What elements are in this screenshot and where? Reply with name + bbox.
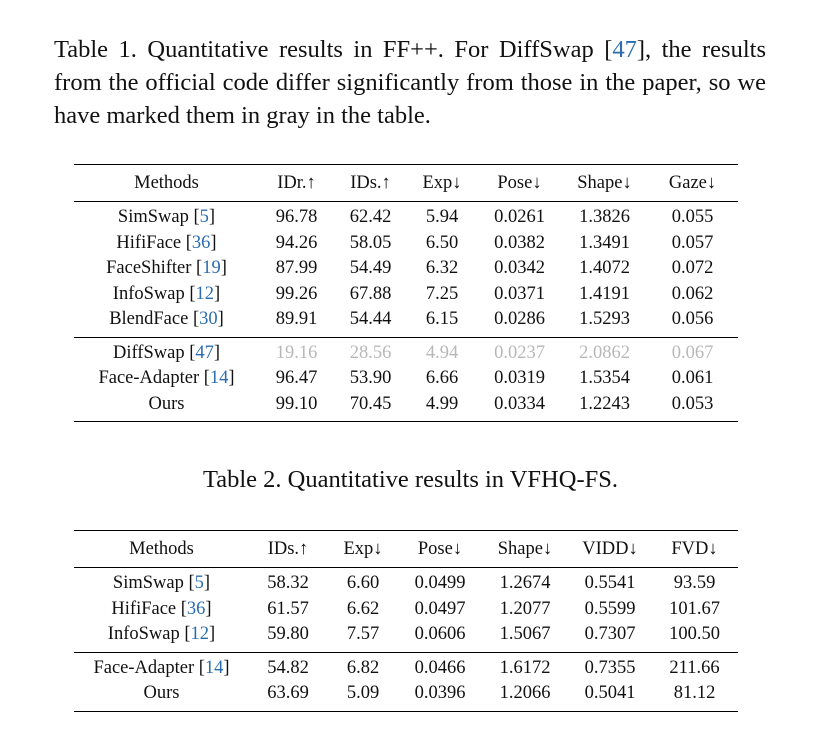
cell-fvd: 100.50 — [669, 624, 720, 645]
cell-ids: 58.32 — [249, 568, 327, 597]
cell-shape: 1.2077 — [499, 598, 551, 619]
cell-ids: 62.42 — [334, 202, 407, 231]
cell-idr: 89.91 — [275, 309, 318, 330]
cell-shape: 1.3491 — [579, 232, 630, 253]
cell-exp: 6.66 — [425, 368, 459, 389]
cell-exp: 6.82 — [327, 652, 399, 681]
cell-exp: 7.57 — [346, 624, 380, 645]
table-row — [74, 652, 738, 681]
cell-exp: 6.32 — [425, 258, 459, 279]
method-name: InfoSwap [12] — [107, 624, 216, 645]
cell-fvd: 101.67 — [669, 598, 720, 619]
cell-pose: 0.0499 — [399, 568, 481, 597]
cell-gaze: 0.057 — [671, 232, 714, 253]
method-name: InfoSwap [12] — [112, 283, 221, 304]
column-header: VIDD↓ — [569, 531, 651, 568]
cell-vidd: 0.5599 — [584, 598, 636, 619]
cell-pose: 0.0261 — [477, 202, 562, 231]
column-header: Exp↓ — [327, 531, 399, 568]
cell-exp: 4.99 — [407, 392, 477, 422]
table-row — [74, 231, 738, 257]
method-name: SimSwap [5] — [74, 568, 249, 597]
method-name: HifiFace [36] — [116, 232, 217, 253]
cell-ids: 58.05 — [349, 232, 392, 253]
method-name: Face-Adapter [14] — [74, 652, 249, 681]
cell-exp: 4.94 — [407, 337, 477, 366]
cell-idr: 19.16 — [259, 337, 334, 366]
table-row — [74, 307, 738, 337]
table1-caption — [54, 33, 766, 132]
table-row — [74, 597, 738, 623]
column-header: Methods — [74, 165, 259, 202]
cell-gaze: 0.053 — [647, 392, 738, 422]
cell-idr: 94.26 — [275, 232, 318, 253]
cell-exp: 6.50 — [425, 232, 459, 253]
table2-caption: Table 2. Quantitative results in VFHQ-FS. — [203, 466, 618, 493]
method-name: DiffSwap [47] — [74, 337, 259, 366]
cell-pose: 0.0606 — [414, 624, 466, 645]
column-header: Pose↓ — [399, 531, 481, 568]
cell-vidd: 0.7307 — [584, 624, 636, 645]
cell-shape: 1.5293 — [579, 309, 630, 330]
column-header: Methods — [74, 531, 249, 568]
cell-shape: 1.2674 — [481, 568, 569, 597]
column-header: FVD↓ — [651, 531, 738, 568]
cell-shape: 1.3826 — [562, 202, 647, 231]
cell-shape: 1.2066 — [481, 681, 569, 711]
table-row — [74, 568, 738, 597]
method-name: Ours — [74, 681, 249, 711]
cell-exp: 6.62 — [346, 598, 380, 619]
cell-pose: 0.0371 — [494, 283, 545, 304]
cell-gaze: 0.062 — [671, 283, 714, 304]
citation-link[interactable]: 14 — [204, 657, 224, 678]
cell-shape: 1.2243 — [562, 392, 647, 422]
table-row — [74, 681, 738, 711]
cell-shape: 1.4191 — [579, 283, 630, 304]
table-row — [74, 392, 738, 422]
cell-pose: 0.0319 — [494, 368, 545, 389]
cell-ids: 67.88 — [349, 283, 392, 304]
method-name: BlendFace [30] — [109, 309, 224, 330]
citation-link[interactable]: 5 — [194, 573, 204, 594]
cell-gaze: 0.061 — [671, 368, 714, 389]
cell-exp: 7.25 — [425, 283, 459, 304]
table2 — [74, 530, 738, 712]
table-row — [74, 366, 738, 392]
table-row — [74, 202, 738, 231]
table-row — [74, 282, 738, 308]
cell-shape: 1.4072 — [579, 258, 630, 279]
cell-shape: 1.5354 — [579, 368, 630, 389]
cell-ids: 54.82 — [249, 652, 327, 681]
column-header: Gaze↓ — [647, 165, 738, 202]
table-row — [74, 337, 738, 366]
citation-link[interactable]: 47 — [195, 342, 214, 363]
table-row — [74, 622, 738, 652]
cell-exp: 5.09 — [327, 681, 399, 711]
method-name: HifiFace [36] — [111, 598, 212, 619]
citation-link[interactable]: 14 — [209, 368, 229, 389]
cell-vidd: 0.5541 — [569, 568, 651, 597]
method-name: FaceShifter [19] — [106, 258, 227, 279]
cell-gaze: 0.072 — [671, 258, 714, 279]
cell-gaze: 0.055 — [647, 202, 738, 231]
cell-idr: 99.10 — [259, 392, 334, 422]
citation-link[interactable]: 36 — [191, 232, 211, 253]
cell-ids: 53.90 — [349, 368, 392, 389]
cell-pose: 0.0334 — [477, 392, 562, 422]
cell-shape: 2.0862 — [562, 337, 647, 366]
cell-idr: 99.26 — [275, 283, 318, 304]
citation-link[interactable]: 12 — [190, 624, 210, 645]
cell-gaze: 0.067 — [647, 337, 738, 366]
cell-fvd: 211.66 — [651, 652, 738, 681]
cell-shape: 1.5067 — [499, 624, 551, 645]
cell-ids: 54.49 — [349, 258, 392, 279]
cell-exp: 5.94 — [407, 202, 477, 231]
method-name: Ours — [74, 392, 259, 422]
cell-ids: 70.45 — [334, 392, 407, 422]
method-name: SimSwap [5] — [74, 202, 259, 231]
caption1-prefix: Table 1. Quantitative results in FF++. For DiffSwap [ — [54, 36, 613, 63]
cell-pose: 0.0237 — [477, 337, 562, 366]
method-name: Face-Adapter [14] — [98, 368, 235, 389]
cell-vidd: 0.5041 — [569, 681, 651, 711]
citation-link[interactable]: 12 — [195, 283, 215, 304]
cell-pose: 0.0497 — [414, 598, 466, 619]
cell-pose: 0.0342 — [494, 258, 545, 279]
citation-link[interactable]: 47 — [612, 36, 637, 63]
citation-link[interactable]: 30 — [199, 309, 218, 330]
cell-ids: 61.57 — [267, 598, 309, 619]
column-header: Shape↓ — [562, 165, 647, 202]
cell-ids: 54.44 — [349, 309, 392, 330]
cell-fvd: 81.12 — [651, 681, 738, 711]
cell-exp: 6.60 — [327, 568, 399, 597]
cell-gaze: 0.056 — [671, 309, 714, 330]
cell-shape: 1.6172 — [481, 652, 569, 681]
cell-ids: 59.80 — [267, 624, 309, 645]
table-row — [74, 256, 738, 282]
cell-idr: 96.78 — [259, 202, 334, 231]
column-header: Pose↓ — [477, 165, 562, 202]
cell-idr: 96.47 — [275, 368, 318, 389]
column-header: IDs.↑ — [334, 165, 407, 202]
cell-pose: 0.0466 — [399, 652, 481, 681]
cell-ids: 28.56 — [334, 337, 407, 366]
cell-pose: 0.0396 — [399, 681, 481, 711]
citation-link[interactable]: 19 — [202, 258, 221, 279]
column-header: IDr.↑ — [259, 165, 334, 202]
cell-pose: 0.0382 — [494, 232, 545, 253]
column-header: IDs.↑ — [249, 531, 327, 568]
citation-link[interactable]: 36 — [186, 598, 206, 619]
cell-vidd: 0.7355 — [569, 652, 651, 681]
cell-idr: 87.99 — [275, 258, 318, 279]
cell-ids: 63.69 — [249, 681, 327, 711]
cell-fvd: 93.59 — [651, 568, 738, 597]
table1 — [74, 164, 738, 422]
cell-pose: 0.0286 — [494, 309, 545, 330]
cell-exp: 6.15 — [425, 309, 459, 330]
column-header: Shape↓ — [481, 531, 569, 568]
column-header: Exp↓ — [407, 165, 477, 202]
citation-link[interactable]: 5 — [199, 207, 209, 228]
caption1-suffix: ], the results from the official code differ significantly from those in the paper, so we have marked them in gray in the table. — [54, 36, 766, 129]
